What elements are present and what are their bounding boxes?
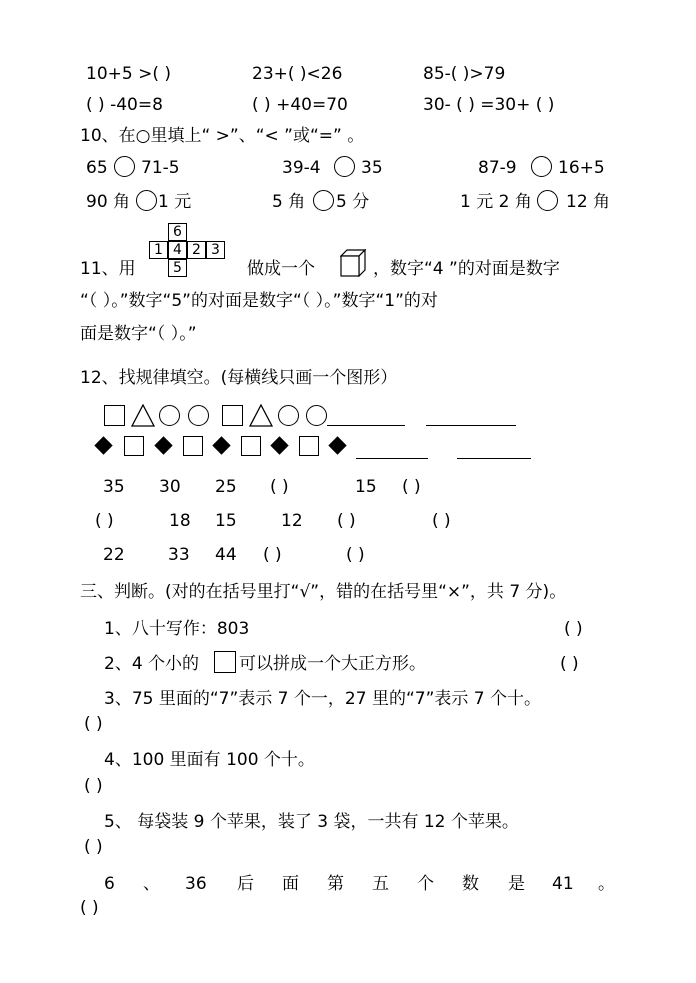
circle-shape [278,405,299,426]
compare-circle[interactable] [537,190,558,211]
judge6-token: 6 [104,874,115,894]
judge6-token: 数 [462,874,479,894]
judge6-token: 41 [552,874,574,894]
judge-answer-6[interactable]: ( ) [80,898,99,918]
square-shape [183,436,203,456]
equation-6: 30- ( ) =30+ ( ) [423,95,555,115]
cube-icon [340,249,366,277]
equation-2: 23+( )<26 [252,64,343,84]
seq5-item: 33 [168,545,190,565]
judge-answer-4[interactable]: ( ) [84,776,103,796]
judge-item-3: 3、75 里面的“7”表示 7 个一，27 里的“7”表示 7 个十。 [104,689,541,709]
judge-item-2a: 2、4 个小的 [104,654,200,674]
net-cell: 6 [168,223,187,241]
q11-mid: 做成一个 [247,259,315,279]
diamond-shape [94,436,112,454]
seq4-item: 12 [281,511,303,531]
judge-answer-5[interactable]: ( ) [84,837,103,857]
seq4-blank[interactable]: ( ) [337,511,356,531]
judge-item-1: 1、八十写作：803 [104,619,250,639]
judge6-token: 36 [185,874,207,894]
seq5-blank[interactable]: ( ) [263,545,282,565]
square-shape [222,405,243,426]
compare-circle[interactable] [136,190,157,211]
judge6-token: 。 [598,874,615,894]
answer-blank[interactable] [327,425,405,426]
q11-prefix: 11、用 [80,259,136,279]
judge6-token: 后 [237,874,254,894]
square-shape [104,405,125,426]
q10-r2-c: 5 角 [272,192,306,212]
seq3-item: 25 [215,477,237,497]
judge-answer-2[interactable]: ( ) [560,654,579,674]
judge-item-5: 5、 每袋装 9 个苹果，装了 3 袋，一共有 12 个苹果。 [104,812,519,832]
diamond-shape [270,436,288,454]
q10-r2-e: 1 元 2 角 [460,192,532,212]
q10-title: 10、在○里填上“ >”、“< ”或“=” 。 [80,126,365,146]
q11-line2: “（ ）。”数字“5”的对面是数字“（ ）。”数字“1”的对 [80,291,438,311]
seq3-item: 15 [355,477,377,497]
equation-3: 85-( )>79 [423,64,506,84]
equation-5: ( ) +40=70 [252,95,348,115]
q10-r2-b: 1 元 [158,192,192,212]
answer-blank[interactable] [457,458,531,459]
compare-circle[interactable] [334,156,355,177]
seq5-item: 22 [103,545,125,565]
q10-r1-d: 35 [361,158,383,178]
seq4-item: 18 [169,511,191,531]
seq3-blank[interactable]: ( ) [270,477,289,497]
judge6-token: 是 [508,874,525,894]
net-cell: 3 [206,241,225,259]
judge-answer-3[interactable]: ( ) [84,714,103,734]
circle-shape [159,405,180,426]
q10-r2-a: 90 角 [86,192,131,212]
q10-r1-a: 65 [86,158,108,178]
judge-answer-1[interactable]: ( ) [564,619,583,639]
q10-r1-c: 39-4 [282,158,321,178]
q12-title: 12、找规律填空。(每横线只画一个图形） [80,368,398,388]
seq4-blank[interactable]: ( ) [95,511,114,531]
seq5-blank[interactable]: ( ) [346,545,365,565]
judge-item-4: 4、100 里面有 100 个十。 [104,750,315,770]
q11-line1-rest: ，数字“4 ”的对面是数字 [373,259,560,279]
q10-r1-b: 71-5 [141,158,180,178]
answer-blank[interactable] [356,458,428,459]
net-cell: 5 [168,259,187,277]
square-shape [241,436,261,456]
equation-4: ( ) -40=8 [86,95,163,115]
small-square-icon [214,651,236,673]
compare-circle[interactable] [531,156,552,177]
triangle-shape [249,404,273,427]
judge6-token: 、 [143,874,160,894]
square-shape [124,436,144,456]
seq5-item: 44 [215,545,237,565]
seq3-item: 30 [159,477,181,497]
diamond-shape [328,436,346,454]
triangle-shape [131,404,155,427]
net-cell: 4 [168,241,187,259]
q10-r2-d: 5 分 [336,192,370,212]
compare-circle[interactable] [313,190,334,211]
judge6-token: 面 [282,874,299,894]
q10-r1-f: 16+5 [558,158,605,178]
circle-shape [306,405,327,426]
section3-title: 三、判断。(对的在括号里打“√”，错的在括号里“×”，共 7 分)。 [80,582,567,602]
judge6-token: 第 [327,874,344,894]
seq3-blank[interactable]: ( ) [402,477,421,497]
seq4-blank[interactable]: ( ) [432,511,451,531]
judge6-token: 个 [417,874,434,894]
answer-blank[interactable] [426,425,516,426]
q11-line3: 面是数字“（ ）。” [80,324,197,344]
diamond-shape [212,436,230,454]
net-cell: 2 [187,241,206,259]
seq3-item: 35 [103,477,125,497]
circle-shape [188,405,209,426]
compare-circle[interactable] [114,156,135,177]
seq4-item: 15 [215,511,237,531]
q10-r1-e: 87-9 [478,158,517,178]
q10-r2-f: 12 角 [566,192,611,212]
square-shape [299,436,319,456]
judge-item-2b: 可以拼成一个大正方形。 [239,654,426,674]
net-cell: 1 [149,241,168,259]
judge6-token: 五 [372,874,389,894]
diamond-shape [154,436,172,454]
equation-1: 10+5 >( ) [86,64,172,84]
